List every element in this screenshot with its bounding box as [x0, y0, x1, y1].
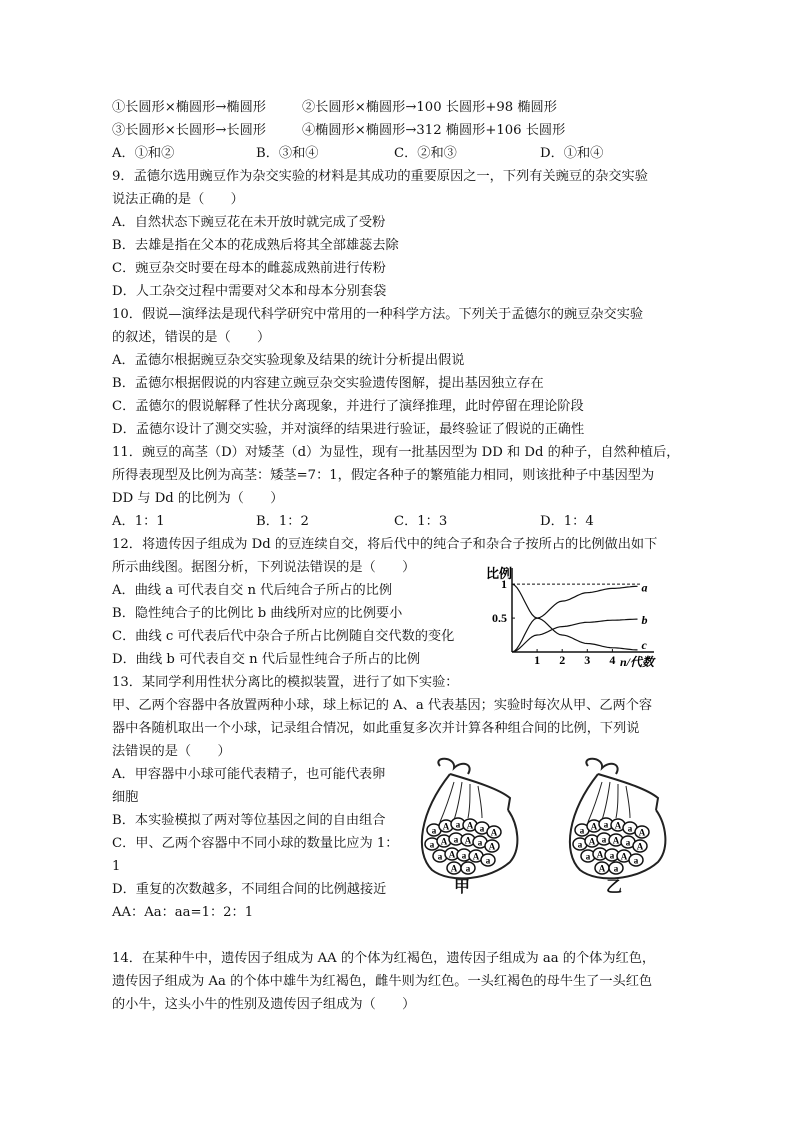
q8-option-d: D．①和④: [540, 146, 604, 161]
y-axis-label: 比例: [486, 566, 513, 581]
ball-label: A: [464, 835, 472, 846]
q9-option-c: C．豌豆杂交时要在母本的雌蕊成熟前进行传粉: [112, 261, 386, 276]
q10-option-c: C．孟德尔的假说解释了性状分离现象，并进行了演绎推理，此时停留在理论阶段: [112, 399, 584, 414]
ball-label: a: [485, 855, 491, 866]
q14-stem-line-3: 的小牛，这头小牛的性别及遗传因子组成为（ ）: [112, 997, 416, 1012]
ball-label: a: [429, 839, 435, 850]
q9-stem-line-2: 说法正确的是（ ）: [112, 192, 244, 207]
x-axis-label: n/代数: [620, 655, 655, 669]
ball-label: A: [440, 836, 448, 847]
ball-label: a: [479, 823, 485, 834]
q9-option-a: A．自然状态下豌豆花在未开放时就完成了受粉: [112, 215, 386, 230]
ball-label: a: [461, 850, 467, 861]
ball-label: a: [477, 837, 483, 848]
x-tick-label: 3: [584, 653, 591, 667]
ball-label: a: [613, 863, 619, 874]
q9-option-b: B．去雄是指在父本的花成熟后将其全部雄蕊去除: [112, 238, 399, 253]
q12-option-c: C．曲线 c 可代表后代中杂合子所占比例随自交代数的变化: [112, 629, 455, 644]
q12-stem-line-2: 所示曲线图。据图分析，下列说法错误的是（ ）: [112, 560, 416, 575]
ball-label: A: [596, 849, 604, 860]
ball-label: A: [466, 820, 474, 831]
series-a-label: a: [641, 580, 648, 595]
q13-stem-line-3: 器中各随机取出一个小球，记录组合情况，如此重复多次并计算各种组合间的比例，下列说: [112, 721, 640, 736]
q13-option-c-line-1: C．甲、乙两个容器中不同小球的数量比应为 1：: [112, 836, 399, 851]
q13-stem-line-2: 甲、乙两个容器中各放置两种小球，球上标记的 A、a 代表基因；实验时每次从甲、乙两个容: [112, 698, 653, 713]
ball-label: a: [603, 819, 609, 830]
q14-stem-line-2: 遗传因子组成为 Aa 的个体中雄牛为红褐色，雌牛则为红色。一头红褐色的母牛生了一头红色: [112, 974, 653, 989]
q8-cross-4: ④椭圆形×椭圆形→312 椭圆形+106 长圆形: [302, 123, 566, 138]
ball-label: A: [638, 827, 646, 838]
q10-option-b: B．孟德尔根据假说的内容建立豌豆杂交实验遗传图解，提出基因独立存在: [112, 376, 544, 391]
ball-label: a: [601, 834, 607, 845]
ball-label: A: [612, 835, 620, 846]
q11-option-c: C．1：3: [394, 514, 448, 529]
bag-left-balls: [425, 818, 501, 874]
q10-option-a: A．孟德尔根据豌豆杂交实验现象及结果的统计分析提出假说: [112, 353, 465, 368]
x-tick-label: 1: [534, 653, 541, 667]
q12-option-a: A．曲线 a 可代表自交 n 代后纯合子所占的比例: [112, 583, 393, 598]
ball-label: a: [585, 851, 591, 862]
q12-stem-line-1: 12．将遗传因子组成为 Dd 的豆连续自交，将后代中的纯合子和杂合子按所占的比例做出如下: [112, 537, 658, 552]
q8-cross-2: ②长圆形×椭圆形→100 长圆形+98 椭圆形: [302, 100, 557, 115]
q13-stem-line-1: 13．某同学利用性状分离比的模拟装置，进行了如下实验：: [112, 675, 459, 690]
bag-right-balls: [573, 818, 649, 874]
ball-label: A: [442, 821, 450, 832]
q13-option-a-line-1: A．甲容器中小球可能代表精子，也可能代表卵: [112, 767, 386, 782]
ball-label: A: [614, 820, 622, 831]
q10-stem-line-1: 10．假说—演绎法是现代科学研究中常用的一种科学方法。下列关于孟德尔的豌豆杂交实验: [112, 307, 644, 322]
bag-left-label: 甲: [453, 879, 471, 896]
ball-label: A: [490, 827, 498, 838]
ball-label: a: [633, 855, 639, 866]
q10-stem-line-2: 的叙述，错误的是（ ）: [112, 330, 271, 345]
ball-label: A: [598, 863, 606, 874]
q13-bags-figure: [410, 752, 690, 900]
q14-stem-line-1: 14．在某种牛中，遗传因子组成为 AA 的个体为红褐色，遗传因子组成为 aa 的个体为红色，: [112, 951, 656, 966]
q12-curve-chart: [478, 560, 678, 672]
x-tick-label: 4: [609, 653, 616, 667]
q8-option-a: A．①和②: [112, 146, 175, 161]
ball-label: a: [627, 823, 633, 834]
ball-label: A: [472, 851, 480, 862]
q10-option-d: D．孟德尔设计了测交实验，并对演绎的结果进行验证，最终验证了假说的正确性: [112, 422, 585, 437]
ball-label: a: [579, 825, 585, 836]
series-c-label: c: [641, 637, 647, 652]
ball-label: a: [465, 863, 471, 874]
q13-option-d-line-2: AA：Aa：aa=1：2：1: [112, 905, 254, 920]
q12-option-d: D．曲线 b 可代表自交 n 代后显性纯合子所占的比例: [112, 652, 421, 667]
ball-label: A: [450, 863, 458, 874]
ball-label: A: [448, 849, 456, 860]
q8-option-b: B．③和④: [256, 146, 319, 161]
ball-label: a: [453, 834, 459, 845]
ball-label: a: [455, 819, 461, 830]
ball-label: a: [431, 825, 437, 836]
series-b-label: b: [641, 613, 648, 628]
q8-cross-1: ①长圆形×椭圆形→椭圆形: [112, 100, 266, 115]
chart-svg: [478, 560, 678, 672]
q11-option-d: D．1：4: [540, 514, 594, 529]
series-a-line: [512, 586, 638, 652]
q13-stem-line-4: 法错误的是（ ）: [112, 744, 231, 759]
y-tick-label: 0.5: [492, 611, 507, 626]
q9-option-d: D．人工杂交过程中需要对父本和母本分别套袋: [112, 284, 387, 299]
q11-option-b: B．1：2: [256, 514, 309, 529]
q11-stem-line-3: DD 与 Dd 的比例为（ ）: [112, 491, 284, 506]
series-c-line: [512, 584, 638, 650]
ball-label: A: [590, 821, 598, 832]
ball-label: A: [488, 841, 496, 852]
ball-label: a: [577, 839, 583, 850]
ball-label: A: [588, 836, 596, 847]
q12-option-b: B．隐性纯合子的比例比 b 曲线所对应的比例要小: [112, 606, 403, 621]
q13-option-c-line-2: 1: [112, 859, 121, 874]
ball-label: A: [620, 851, 628, 862]
q8-option-c: C．②和③: [394, 146, 457, 161]
x-tick-label: 2: [559, 653, 566, 667]
q9-stem-line-1: 9．孟德尔选用豌豆作为杂交实验的材料是其成功的重要原因之一，下列有关豌豆的杂交实验: [112, 169, 648, 184]
q8-cross-3: ③长圆形×长圆形→长圆形: [112, 123, 266, 138]
ball-label: a: [625, 837, 631, 848]
q11-stem-line-2: 所得表现型及比例为高茎：矮茎=7：1，假定各种子的繁殖能力相同，则该批种子中基因型为: [112, 468, 655, 483]
ball-label: a: [609, 850, 615, 861]
ball-label: a: [437, 851, 443, 862]
q11-option-a: A．1：1: [112, 514, 165, 529]
q13-option-d-line-1: D．重复的次数越多，不同组合间的比例越接近: [112, 882, 387, 897]
ball-label: A: [636, 841, 644, 852]
bag-right-label: 乙: [605, 879, 623, 896]
q13-option-a-line-2: 细胞: [112, 790, 139, 805]
y-tick-label: 1: [501, 577, 507, 592]
q11-stem-line-1: 11．豌豆的高茎（D）对矮茎（d）为显性，现有一批基因型为 DD 和 Dd 的种子，自然种植后，: [112, 445, 680, 460]
q13-option-b: B．本实验模拟了两对等位基因之间的自由组合: [112, 813, 386, 828]
